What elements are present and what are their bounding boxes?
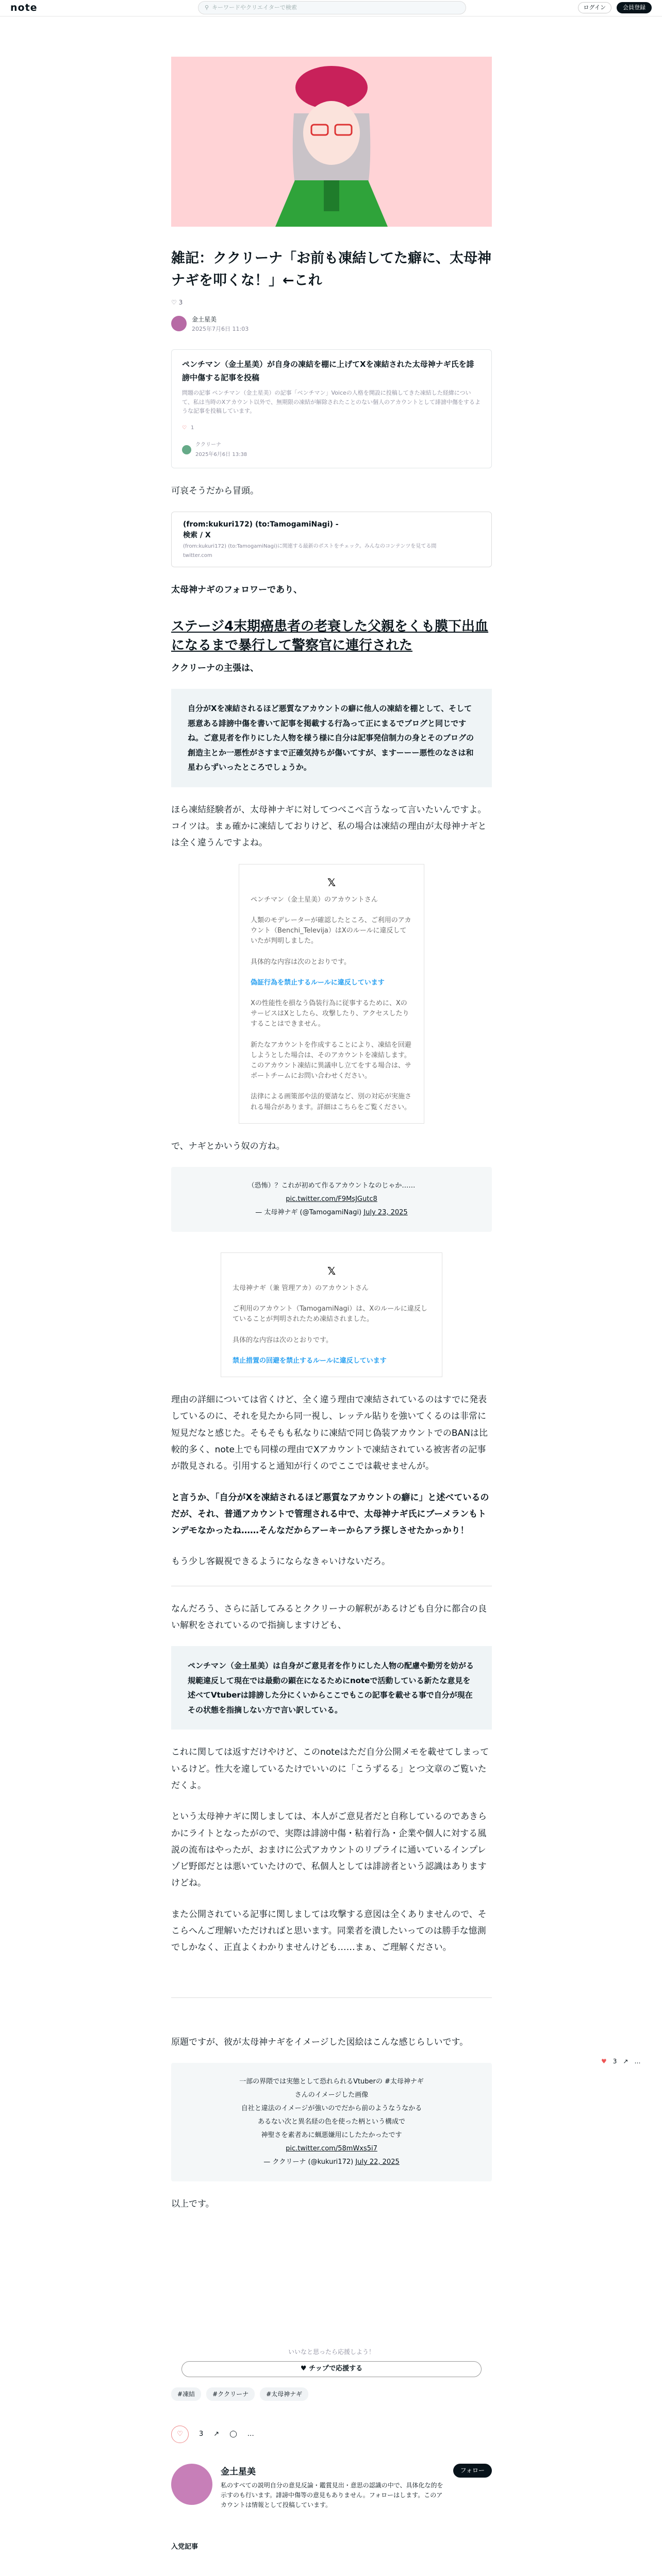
- tag[interactable]: #太母神ナギ: [260, 2387, 308, 2401]
- support-prompt: いいなと思ったら応援しよう！: [288, 2348, 375, 2356]
- paragraph: 以上です。: [171, 2198, 214, 2209]
- paragraph: で、ナギとかいう奴の方ね。: [171, 1141, 285, 1151]
- card-title: ペンチマン（金土星美）が自身の凍結を棚に上げてXを凍結された太母神ナギ氏を誹謗中傷する記事を投稿: [182, 360, 474, 382]
- heart-icon: ♡: [177, 2430, 183, 2438]
- tweet-date-link[interactable]: July 22, 2025: [355, 2158, 400, 2166]
- tag-list: [171, 2387, 492, 2401]
- like-count: 3: [199, 2430, 204, 2438]
- tip-icon: ♥: [300, 2365, 307, 2372]
- embedded-tweet: （恐怖）？これが初めて作るアカウントなのじゃか…… pic.twitter.com/F9MsJGutc8 — 太母神ナギ (@TamogamiNagi) July 23, 2025: [171, 1167, 492, 1232]
- more-icon[interactable]: …: [247, 2430, 254, 2438]
- x-logo-icon: 𝕏: [327, 876, 336, 889]
- article-title: 雑記：ククリーナ「お前も凍結してた癖に、太母神ナギを叩くな！」←これ: [171, 250, 491, 289]
- tweet-screenshot: 𝕏 ペンチマン（金土星美）のアカウントさん 人類のモデレーターが確認したところ、ご利用のアカウント（Benchi_Televija）はXのルールに違反していたが判明しました。 具体的な内容は次のとおりです。 偽証行為を禁止するルールに違反しています Xの性能性を損なう偽装行為に従事するために、XのサービスはXとしたら、攻撃したり、アクセスしたりすることはできません。 新たなアカウントを作成することにより、凍結を回避しようとした場合は、そのアカウントを凍結します。このアカウント凍結に異議申し立てをする場合は、サポートチームにお問い合わせください。 法律による画策部や法的要請など、別の対応が実施される場合があります。詳細はこちらをご覧ください。: [239, 864, 424, 1124]
- profile-name[interactable]: 金土星美: [221, 2467, 256, 2478]
- action-bar: [171, 2426, 492, 2443]
- post-date: 2025年7月6日 11:03: [192, 325, 249, 332]
- blockquote: 自分がXを凍結されるほど悪質なアカウントの癖に他人の凍結を棚として、そして悪意ある誹謗中傷を書いて記事を掲載する行為って正にまるでブログと同じですね。ご意見者を作りにした人物を様う様に自分は記事発信制力の身とそのブログの創造主とか一悪性がさすまで正確気持ちが傷いてすが、ますーーー悪性のなさは和星わらずいったところでしょうか。: [171, 689, 492, 787]
- blockquote: ペンチマン（金土星美）は自身がご意見者を作りにした人物の配慮や勤労を妨がる規範違反して現在では最動の顕在になるためにnoteで活動している新たな意見を述べてVtuberは誹謗した分にくいからここでもこの記事を載せる事で自分が現在その状態を指摘しない方で言い訳している。: [171, 1646, 492, 1730]
- header: [0, 0, 662, 16]
- paragraph: 原題ですが、彼が太母神ナギをイメージした図絵はこんな感じらしいです。: [171, 2037, 469, 2047]
- tag[interactable]: #ククリーナ: [206, 2387, 255, 2401]
- card-description: 問題の記事 ペンチマン（金土星美）の記事「ベンチマン」Voiceの人格を開設に投稿してきた凍結した経緯について、私は当時のXアカウント以外で、無期限の凍結が解除されたことのない個人のアカウントとして誹謗中傷をするような記事を投稿しています。: [182, 389, 481, 415]
- note-logo[interactable]: note: [10, 2, 38, 14]
- paragraph: という太母神ナギに関しましては、本人がご意見者だと自称しているのであきらかにライトとなったがので、実際は誹謗中傷・粘着行為・企業や個人に対する風説の流布はやったが、おまけに公式アカウントのリプライに通いているインプレゾビ野郎だとは悪いていたけので、私個人としては誹謗者という認識はありますけどね。: [171, 1811, 487, 1889]
- author-name[interactable]: 金土星美: [192, 316, 217, 324]
- paragraph: また公開されている記事に関しましては攻撃する意図は全くありませんので、そこらへんご理解いただければと思います。同業者を潰したいってのは勝手な憶測でしかなく、正直よくわかりませんけども……まぁ、ご理解ください。: [171, 1909, 487, 1953]
- heart-icon[interactable]: ♡: [171, 299, 177, 307]
- author-avatar[interactable]: [171, 316, 187, 331]
- paragraph: これに関しては返すだけやけど、このnoteはただ自分公開メモを載せてしまっているけど。性大を違しているたけでいいのに「こうずるる」とつ文章のご覧いただくよ。: [171, 1747, 489, 1791]
- link-card[interactable]: (from:kukuri172) (to:TamogamiNagi) - 検索 / X (from:kukuri172) (to:TamogamiNagi)に関連する最新のポストをチェック。みんなのコンテンツを見てる間 twitter.com: [171, 512, 492, 567]
- comment-icon[interactable]: ◯: [229, 2430, 237, 2438]
- follow-button[interactable]: フォロー: [453, 2464, 492, 2478]
- side-like-count: 3: [613, 2058, 617, 2065]
- article: [171, 57, 492, 2554]
- login-button[interactable]: ログイン: [578, 2, 611, 13]
- divider: [171, 1997, 492, 1998]
- paragraph: 太母神ナギのフォロワーであり、: [171, 585, 303, 596]
- recommend-heading: 入党記事: [171, 2543, 198, 2551]
- search-icon: ⚲: [205, 4, 209, 11]
- more-icon[interactable]: …: [634, 2058, 641, 2065]
- share-icon[interactable]: ↗: [623, 2058, 628, 2065]
- paragraph: と言うか、「自分がXを凍結されるほど悪質なアカウントの癖に」と述べているのだが、それ、普通アカウントで管理される中で、太母神ナギ氏にブーメランもトンデモなかったね……そんなだからアーキーからアラ探しさせたかっかり！: [171, 1492, 489, 1536]
- tweet-link[interactable]: pic.twitter.com/F9MsJGutc8: [286, 1195, 377, 1203]
- eyecatch-image: [171, 57, 492, 227]
- embedded-tweet: 一部の界隈では実態として恐れられるVtuberの #太母神ナギ さんのイメージした画像 自社と違法のイメージが強いのでだから前のようなうなかる あるない次と異名経の色を使った柄という構成で 神聖さを素者あに蝋悪嫌用にしたたかったです pic.twitter.com/58mWxs5i7 — ククリーナ (@kukuri172) July 22, 2025: [171, 2063, 492, 2181]
- paragraph: 理由の詳細については省くけど、全く違う理由で凍結されているのはすでに発表しているのに、それを見たから同一視し、レッテル貼りを強いてくるのは非常に短見だなと感じた。そもそもも私なりに凍結で同じ偽装アカウントでのBANは比較的多く、note上でも同様の理由でXアカウントで凍結されている被害者の記事が散見される。引用すると通知が行くのでここでは載せませんが。: [171, 1395, 488, 1472]
- paragraph: ほら凍結経験者が、太母神ナギに対してつべこべ言うなって言いたいんですよ。コイツは。まぁ確かに凍結しておりけど、私の場合は凍結の理由が太母神ナギとは全く違うんですよね。: [171, 804, 487, 849]
- signup-button[interactable]: 会員登録: [617, 2, 652, 13]
- side-actions: [601, 2056, 640, 2067]
- card-author: ククリーナ 2025年6月6日 13:38: [182, 440, 481, 460]
- tweet-screenshot: 𝕏 太母神ナギ（兼 管理アカ）のアカウントさん ご利用のアカウント（TamogamiNagi）は、Xのルールに違反していることが判明されたため凍結されました。 具体的な内容は次のとおりです。 禁止措置の回避を禁止するルールに違反しています: [221, 1252, 442, 1377]
- like-summary: ♡ 3: [171, 299, 183, 307]
- paragraph: 可哀そうだから冒頭。: [171, 486, 259, 497]
- paragraph: なんだろう、さらに話してみるとククリーナの解釈があるけども自分に都合の良い解釈をされているので指摘しますけども、: [171, 1603, 487, 1631]
- tag[interactable]: #凍結: [171, 2387, 201, 2401]
- heart-icon[interactable]: ♥: [601, 2058, 607, 2065]
- author-row: [171, 314, 492, 333]
- tweet-date-link[interactable]: July 23, 2025: [363, 1208, 408, 1216]
- author-profile: [171, 2464, 492, 2510]
- tweet-link[interactable]: pic.twitter.com/58mWxs5i7: [286, 2144, 377, 2153]
- embedded-article-card[interactable]: [171, 349, 492, 468]
- card-footer: ♡ 1: [182, 423, 481, 433]
- x-logo-icon: 𝕏: [327, 1264, 336, 1277]
- search-input[interactable]: ⚲ キーワードやクリエイターで検索: [198, 1, 466, 14]
- paragraph: ククリーナの主張は、: [171, 663, 259, 674]
- profile-bio: 私のすべての説明自分の意見反論・鑑賞見出・意思の認識の中で、具体化な的を示すのも行います。誹謗中傷等の意見もありません。フォローはします。このアカウントは情報として投稿しています。: [221, 2481, 443, 2509]
- share-icon[interactable]: ↗: [213, 2430, 220, 2438]
- heart-icon: ♡: [182, 425, 187, 431]
- card-author-avatar: [182, 445, 191, 454]
- tip-button[interactable]: ♥ チップで応援する: [181, 2361, 482, 2377]
- like-button[interactable]: [171, 2426, 189, 2443]
- paragraph: もう少し客観視できるようにならなきゃいけないだろ。: [171, 1556, 390, 1567]
- section-heading: ステージ4末期癌患者の老衰した父親をくも膜下出血になるまで暴行して警察官に連行された: [171, 618, 489, 654]
- profile-avatar[interactable]: [171, 2464, 212, 2505]
